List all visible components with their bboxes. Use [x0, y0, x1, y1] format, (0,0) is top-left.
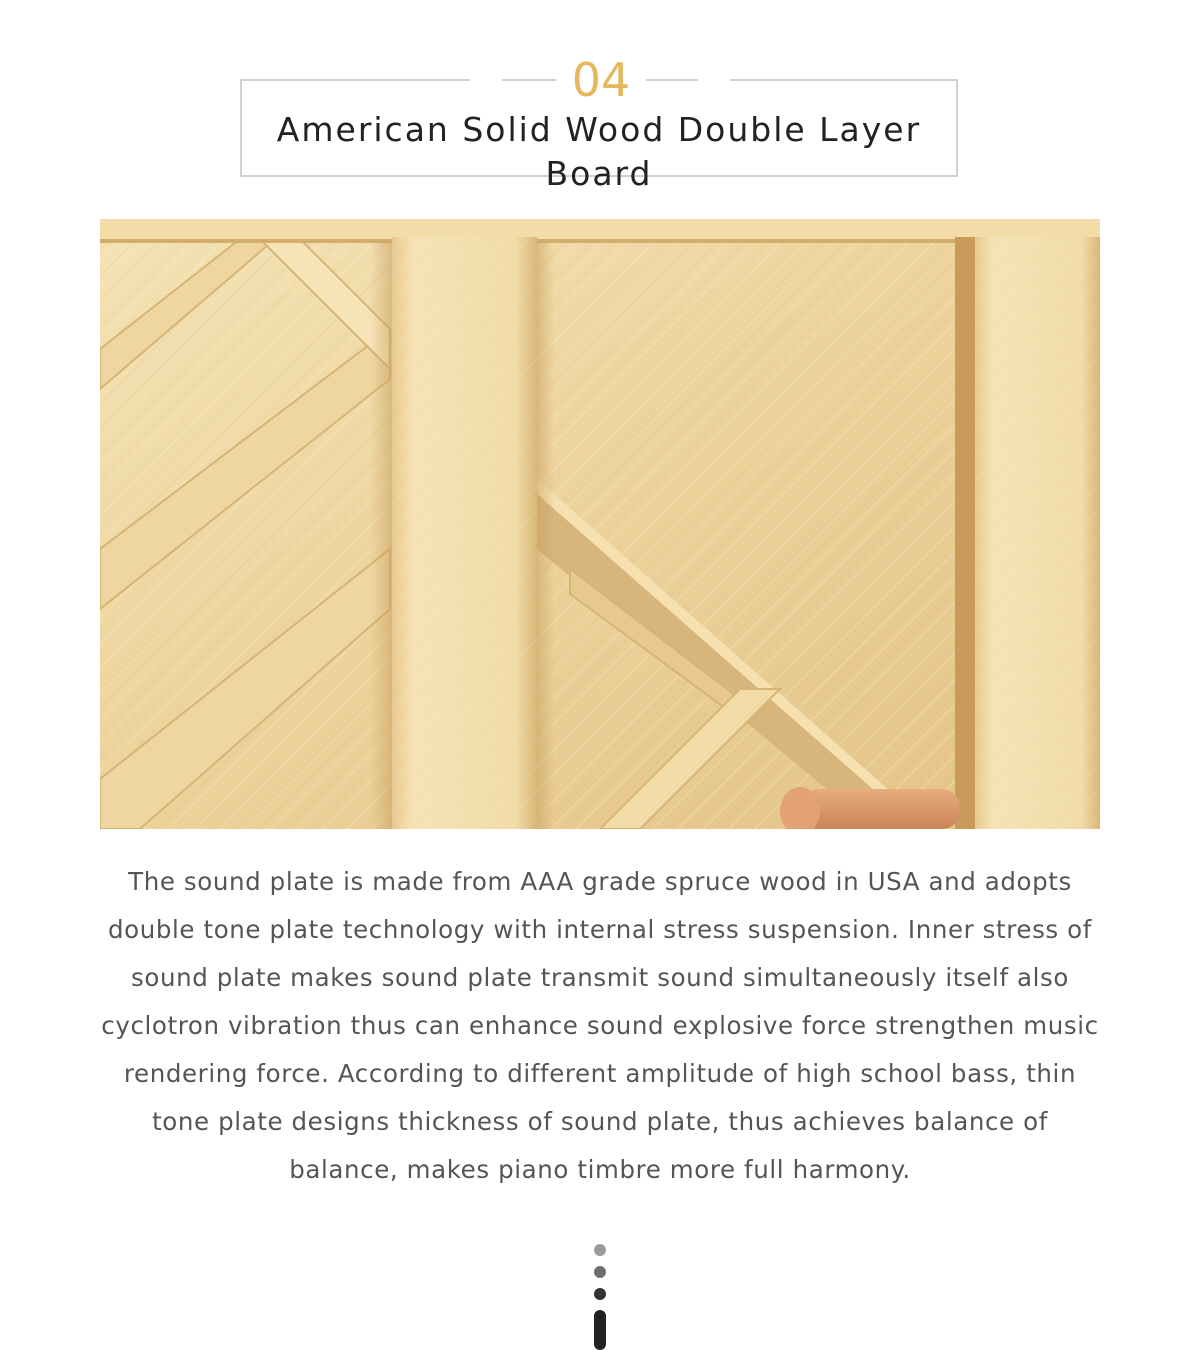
number-divider-left — [502, 79, 556, 81]
soundboard-photo — [100, 219, 1100, 829]
section-header — [0, 0, 1200, 200]
page-dot-2[interactable] — [594, 1266, 606, 1278]
number-divider-right — [646, 79, 698, 81]
page-dot-active[interactable] — [594, 1310, 606, 1350]
section-number: 04 — [571, 53, 631, 107]
page-dot-3[interactable] — [594, 1288, 606, 1300]
page-dot-1[interactable] — [594, 1244, 606, 1256]
description-text: The sound plate is made from AAA grade spruce wood in USA and adopts double tone plate technology with internal stress suspension. Inner stress of sound plate makes sound plate transmit sound simultaneously itself also cyclotron vibration thus can enhance sound explosive force strengthen music rendering force. According to different amplitude of high school bass, thin tone plate designs thickness of sound plate, thus achieves balance of balance, makes piano timbre more full harmony. — [101, 867, 1099, 1184]
page-indicator[interactable] — [592, 1242, 608, 1350]
section-title: American Solid Wood Double Layer Board — [276, 110, 922, 193]
